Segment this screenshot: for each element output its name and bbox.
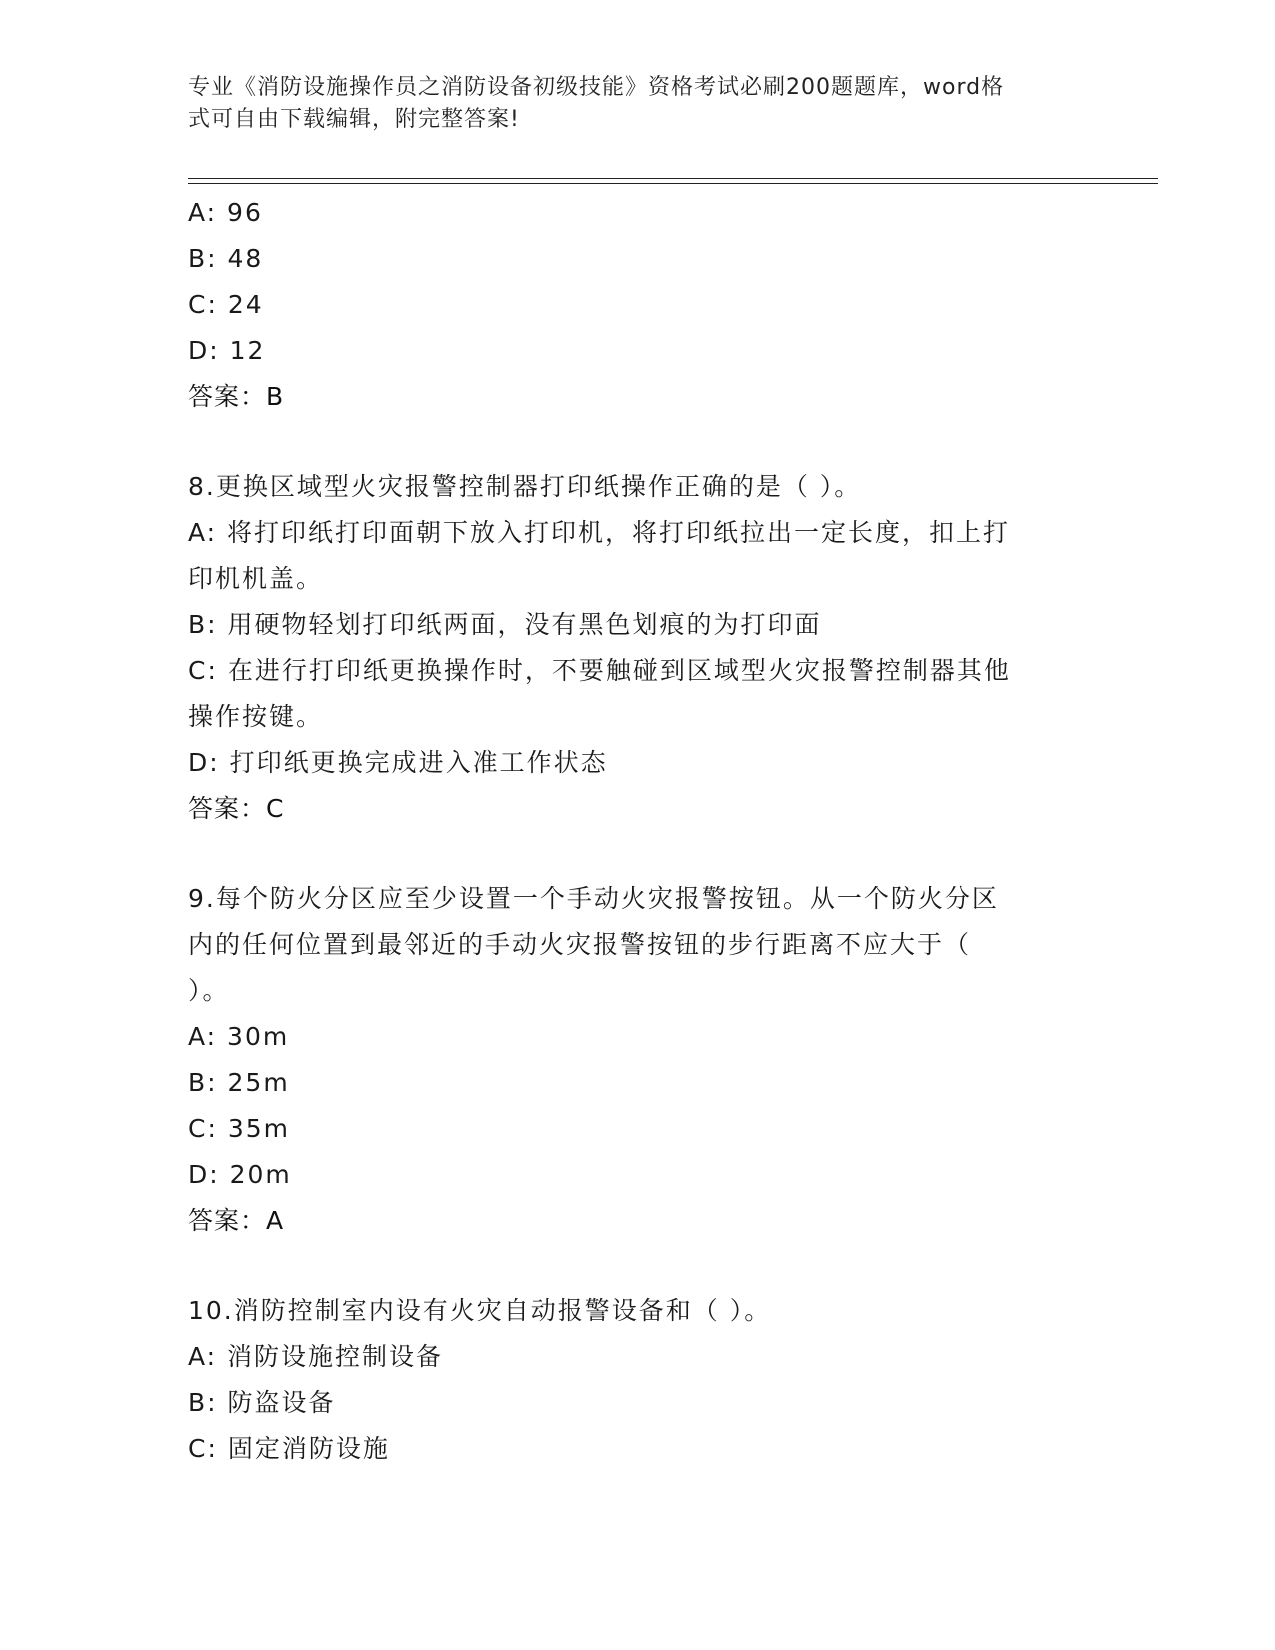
option-d: D: 20m	[188, 1160, 292, 1189]
question-stem: 9.每个防火分区应至少设置一个手动火灾报警按钮。从一个防火分区	[188, 884, 999, 913]
option-b: B: 用硬物轻划打印纸两面，没有黑色划痕的为打印面	[188, 610, 822, 639]
option-c-continued: 操作按键。	[188, 702, 324, 731]
option-c: C: 24	[188, 290, 264, 319]
document-header	[188, 72, 1068, 136]
spacer	[188, 832, 1088, 876]
option-a: A: 消防设施控制设备	[188, 1342, 444, 1371]
answer-line: 答案：B	[188, 382, 285, 411]
header-divider-top	[188, 178, 1158, 179]
spacer	[188, 1244, 1088, 1288]
header-line-1: 专业《消防设施操作员之消防设备初级技能》资格考试必刷200题题库，word格	[188, 75, 1005, 100]
answer-line: 答案：A	[188, 1206, 285, 1235]
question-block-8	[188, 464, 1088, 832]
question-content	[188, 190, 1088, 1472]
option-a: A: 30m	[188, 1022, 290, 1051]
question-block-9	[188, 876, 1088, 1244]
option-c: C: 35m	[188, 1114, 290, 1143]
option-a-continued: 印机机盖。	[188, 564, 324, 593]
question-stem: 10.消防控制室内设有火灾自动报警设备和（ ）。	[188, 1296, 772, 1325]
option-a: A: 96	[188, 198, 263, 227]
question-block-10	[188, 1288, 1088, 1472]
option-b: B: 防盗设备	[188, 1388, 336, 1417]
spacer	[188, 420, 1088, 464]
option-b: B: 25m	[188, 1068, 290, 1097]
answer-line: 答案：C	[188, 794, 285, 823]
option-b: B: 48	[188, 244, 264, 273]
question-stem: 8.更换区域型火灾报警控制器打印纸操作正确的是（ ）。	[188, 472, 862, 501]
option-a: A: 将打印纸打印面朝下放入打印机，将打印纸拉出一定长度，扣上打	[188, 518, 1011, 547]
question-stem-continued: 内的任何位置到最邻近的手动火灾报警按钮的步行距离不应大于（	[188, 930, 972, 959]
option-d: D: 打印纸更换完成进入准工作状态	[188, 748, 608, 777]
option-d: D: 12	[188, 336, 266, 365]
option-c: C: 固定消防设施	[188, 1434, 390, 1463]
question-block-7	[188, 190, 1088, 420]
question-stem-continued: ）。	[188, 976, 230, 1005]
header-line-2: 式可自由下载编辑，附完整答案!	[188, 107, 520, 132]
option-c: C: 在进行打印纸更换操作时，不要触碰到区域型火灾报警控制器其他	[188, 656, 1011, 685]
header-divider-bottom	[188, 183, 1158, 184]
